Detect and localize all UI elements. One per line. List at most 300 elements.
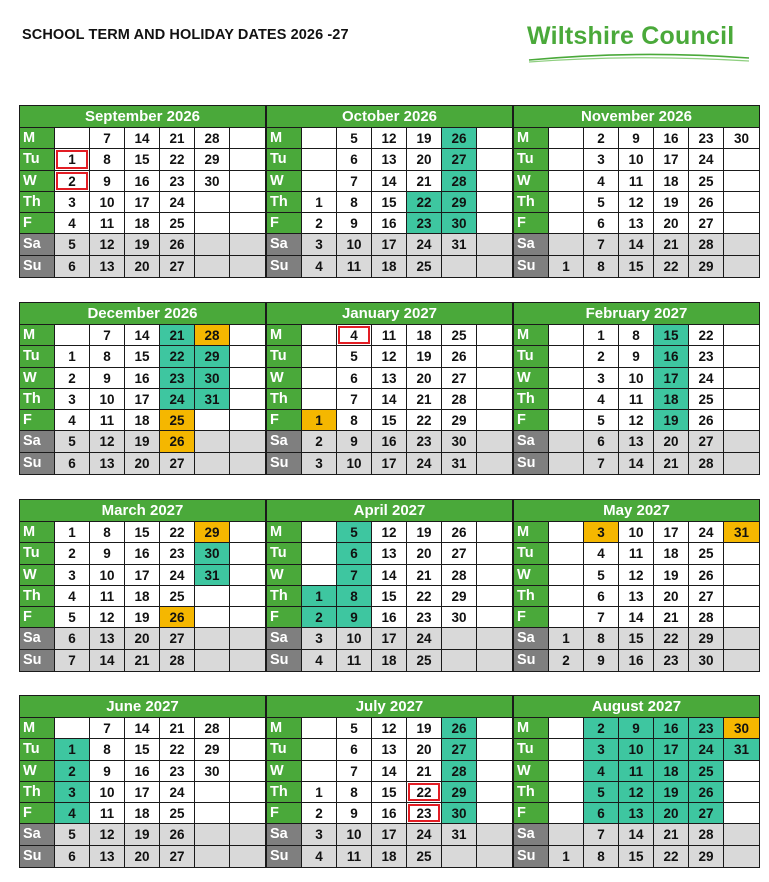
date-cell: 27 xyxy=(442,739,477,760)
month-title: December 2026 xyxy=(20,303,265,325)
empty-cell xyxy=(549,213,584,234)
date-cell: 28 xyxy=(689,234,724,255)
date-cell: 12 xyxy=(619,192,654,213)
date-cell: 7 xyxy=(337,565,372,586)
empty-cell xyxy=(230,234,265,255)
day-label: F xyxy=(514,410,549,431)
week-day-row xyxy=(514,718,759,739)
month-block xyxy=(513,302,760,475)
empty-cell xyxy=(442,846,477,867)
date-cell: 3 xyxy=(302,453,337,474)
day-label: Th xyxy=(20,389,55,410)
date-cell: 27 xyxy=(442,543,477,564)
date-cell: 31 xyxy=(442,824,477,845)
date-cell: 13 xyxy=(619,431,654,452)
empty-cell xyxy=(477,192,512,213)
month-block xyxy=(19,695,266,868)
date-cell: 15 xyxy=(125,149,160,170)
date-cell: 12 xyxy=(619,410,654,431)
date-cell: 11 xyxy=(90,213,125,234)
empty-cell xyxy=(230,410,265,431)
empty-cell xyxy=(549,739,584,760)
week-day-row xyxy=(20,628,265,649)
week-day-row xyxy=(514,824,759,845)
empty-cell xyxy=(195,650,230,671)
week-day-row xyxy=(267,256,512,277)
date-cell: 9 xyxy=(584,650,619,671)
empty-cell xyxy=(477,368,512,389)
day-label: F xyxy=(20,803,55,824)
date-cell: 15 xyxy=(125,739,160,760)
week-day-row xyxy=(514,171,759,192)
week-day-row xyxy=(267,846,512,867)
day-label: W xyxy=(267,368,302,389)
date-cell: 25 xyxy=(689,543,724,564)
empty-cell xyxy=(230,149,265,170)
empty-cell xyxy=(302,149,337,170)
date-cell: 16 xyxy=(654,128,689,149)
date-cell: 27 xyxy=(160,846,195,867)
date-cell: 11 xyxy=(337,256,372,277)
date-cell: 24 xyxy=(160,565,195,586)
date-cell: 11 xyxy=(90,803,125,824)
date-cell: 2 xyxy=(549,650,584,671)
week-day-row xyxy=(20,149,265,170)
date-cell: 14 xyxy=(372,389,407,410)
empty-cell xyxy=(230,718,265,739)
day-label: Tu xyxy=(514,346,549,367)
date-cell: 3 xyxy=(302,628,337,649)
empty-cell xyxy=(230,628,265,649)
empty-cell xyxy=(477,628,512,649)
date-cell: 30 xyxy=(195,368,230,389)
empty-cell xyxy=(477,824,512,845)
date-cell: 31 xyxy=(724,522,759,543)
date-cell: 6 xyxy=(584,431,619,452)
empty-cell xyxy=(549,718,584,739)
date-cell: 17 xyxy=(125,565,160,586)
date-cell: 27 xyxy=(442,368,477,389)
date-cell: 13 xyxy=(619,213,654,234)
week-day-row xyxy=(514,325,759,346)
empty-cell xyxy=(724,782,759,803)
date-cell: 3 xyxy=(584,739,619,760)
date-cell: 19 xyxy=(654,782,689,803)
empty-cell xyxy=(724,389,759,410)
date-cell: 20 xyxy=(125,846,160,867)
date-cell: 21 xyxy=(407,761,442,782)
date-cell: 9 xyxy=(337,431,372,452)
date-cell: 5 xyxy=(55,824,90,845)
date-cell: 3 xyxy=(55,565,90,586)
date-cell: 7 xyxy=(90,128,125,149)
date-cell: 29 xyxy=(195,149,230,170)
month-title: November 2026 xyxy=(514,106,759,128)
week-day-row xyxy=(267,389,512,410)
empty-cell xyxy=(477,718,512,739)
date-cell: 25 xyxy=(689,171,724,192)
day-label: M xyxy=(20,718,55,739)
empty-cell xyxy=(477,389,512,410)
week-day-row xyxy=(20,410,265,431)
week-day-row xyxy=(267,149,512,170)
date-cell: 23 xyxy=(160,543,195,564)
date-cell: 11 xyxy=(372,325,407,346)
empty-cell xyxy=(442,650,477,671)
empty-cell xyxy=(477,453,512,474)
empty-cell xyxy=(230,803,265,824)
week-day-row xyxy=(514,346,759,367)
date-cell: 27 xyxy=(689,431,724,452)
day-label: W xyxy=(267,565,302,586)
empty-cell xyxy=(302,718,337,739)
date-cell: 31 xyxy=(442,453,477,474)
empty-cell xyxy=(477,256,512,277)
week-day-row xyxy=(267,782,512,803)
empty-cell xyxy=(549,410,584,431)
date-cell: 16 xyxy=(125,761,160,782)
empty-cell xyxy=(195,256,230,277)
empty-cell xyxy=(55,718,90,739)
date-cell: 23 xyxy=(689,346,724,367)
month-title: April 2027 xyxy=(267,500,512,522)
date-cell: 10 xyxy=(90,192,125,213)
week-day-row xyxy=(514,628,759,649)
week-day-row xyxy=(267,761,512,782)
empty-cell xyxy=(549,431,584,452)
date-cell: 28 xyxy=(689,453,724,474)
date-cell: 18 xyxy=(125,586,160,607)
date-cell: 13 xyxy=(372,368,407,389)
month-block xyxy=(266,105,513,278)
week-day-row xyxy=(267,628,512,649)
day-label: Sa xyxy=(20,824,55,845)
day-label: M xyxy=(267,325,302,346)
date-cell: 16 xyxy=(372,607,407,628)
date-cell: 3 xyxy=(584,368,619,389)
day-label: Tu xyxy=(267,346,302,367)
date-cell: 21 xyxy=(654,453,689,474)
date-cell: 17 xyxy=(654,368,689,389)
month-title: June 2027 xyxy=(20,696,265,718)
day-label: W xyxy=(514,565,549,586)
day-label: Th xyxy=(267,192,302,213)
date-cell: 22 xyxy=(160,739,195,760)
empty-cell xyxy=(302,739,337,760)
date-cell: 17 xyxy=(125,389,160,410)
date-cell: 21 xyxy=(654,824,689,845)
week-day-row xyxy=(20,739,265,760)
date-cell: 15 xyxy=(125,346,160,367)
week-day-row xyxy=(20,522,265,543)
empty-cell xyxy=(477,607,512,628)
date-cell: 12 xyxy=(372,128,407,149)
date-cell: 2 xyxy=(302,803,337,824)
empty-cell xyxy=(230,453,265,474)
date-cell: 1 xyxy=(549,628,584,649)
week-day-row xyxy=(20,761,265,782)
date-cell: 11 xyxy=(619,543,654,564)
date-cell: 8 xyxy=(584,628,619,649)
week-day-row xyxy=(20,803,265,824)
day-label: M xyxy=(514,128,549,149)
date-cell: 20 xyxy=(407,149,442,170)
date-cell: 14 xyxy=(372,565,407,586)
month-title: February 2027 xyxy=(514,303,759,325)
date-cell: 10 xyxy=(619,522,654,543)
day-label: W xyxy=(20,565,55,586)
date-cell: 29 xyxy=(442,192,477,213)
week-day-row xyxy=(267,346,512,367)
date-cell: 5 xyxy=(337,522,372,543)
empty-cell xyxy=(442,628,477,649)
date-cell: 25 xyxy=(407,846,442,867)
date-cell: 5 xyxy=(584,192,619,213)
date-cell: 8 xyxy=(337,410,372,431)
empty-cell xyxy=(477,846,512,867)
date-cell: 6 xyxy=(337,368,372,389)
date-cell: 9 xyxy=(337,607,372,628)
date-cell: 20 xyxy=(654,213,689,234)
date-cell: 23 xyxy=(407,803,442,824)
empty-cell xyxy=(724,628,759,649)
date-cell: 6 xyxy=(584,586,619,607)
date-cell: 1 xyxy=(302,192,337,213)
day-label: F xyxy=(267,410,302,431)
date-cell: 9 xyxy=(619,718,654,739)
date-cell: 10 xyxy=(337,628,372,649)
date-cell: 9 xyxy=(337,803,372,824)
date-cell: 28 xyxy=(442,761,477,782)
day-label: Su xyxy=(20,256,55,277)
date-cell: 22 xyxy=(160,522,195,543)
date-cell: 29 xyxy=(442,782,477,803)
month-block xyxy=(513,499,760,672)
date-cell: 19 xyxy=(125,234,160,255)
date-cell: 6 xyxy=(55,628,90,649)
date-cell: 28 xyxy=(195,325,230,346)
day-label: Sa xyxy=(514,431,549,452)
date-cell: 7 xyxy=(584,234,619,255)
empty-cell xyxy=(477,739,512,760)
day-label: F xyxy=(267,803,302,824)
date-cell: 2 xyxy=(584,346,619,367)
date-cell: 6 xyxy=(55,453,90,474)
date-cell: 18 xyxy=(372,256,407,277)
date-cell: 23 xyxy=(160,761,195,782)
date-cell: 11 xyxy=(337,650,372,671)
date-cell: 26 xyxy=(689,410,724,431)
week-day-row xyxy=(267,192,512,213)
empty-cell xyxy=(230,824,265,845)
date-cell: 20 xyxy=(654,586,689,607)
empty-cell xyxy=(724,325,759,346)
empty-cell xyxy=(724,761,759,782)
date-cell: 18 xyxy=(125,803,160,824)
day-label: Tu xyxy=(267,739,302,760)
empty-cell xyxy=(302,368,337,389)
empty-cell xyxy=(195,410,230,431)
date-cell: 12 xyxy=(90,607,125,628)
date-cell: 6 xyxy=(337,739,372,760)
date-cell: 11 xyxy=(90,410,125,431)
day-label: Sa xyxy=(20,234,55,255)
date-cell: 30 xyxy=(195,543,230,564)
date-cell: 27 xyxy=(689,586,724,607)
empty-cell xyxy=(549,761,584,782)
date-cell: 26 xyxy=(689,192,724,213)
week-day-row xyxy=(514,761,759,782)
day-label: Su xyxy=(20,650,55,671)
date-cell: 14 xyxy=(372,171,407,192)
date-cell: 1 xyxy=(549,256,584,277)
week-day-row xyxy=(267,543,512,564)
day-label: Tu xyxy=(20,346,55,367)
day-label: Su xyxy=(514,846,549,867)
date-cell: 12 xyxy=(619,565,654,586)
empty-cell xyxy=(724,346,759,367)
week-day-row xyxy=(514,431,759,452)
date-cell: 1 xyxy=(55,739,90,760)
date-cell: 13 xyxy=(90,453,125,474)
date-cell: 13 xyxy=(372,543,407,564)
empty-cell xyxy=(230,650,265,671)
week-day-row xyxy=(267,565,512,586)
date-cell: 19 xyxy=(125,607,160,628)
date-cell: 18 xyxy=(125,213,160,234)
date-cell: 17 xyxy=(372,453,407,474)
date-cell: 15 xyxy=(619,628,654,649)
empty-cell xyxy=(230,325,265,346)
date-cell: 10 xyxy=(337,234,372,255)
empty-cell xyxy=(549,586,584,607)
date-cell: 15 xyxy=(372,586,407,607)
date-cell: 28 xyxy=(195,718,230,739)
day-label: F xyxy=(514,803,549,824)
date-cell: 3 xyxy=(302,234,337,255)
date-cell: 21 xyxy=(407,389,442,410)
date-cell: 24 xyxy=(160,389,195,410)
date-cell: 20 xyxy=(407,543,442,564)
date-cell: 12 xyxy=(90,824,125,845)
date-cell: 25 xyxy=(160,410,195,431)
date-cell: 12 xyxy=(619,782,654,803)
date-cell: 5 xyxy=(337,346,372,367)
date-cell: 14 xyxy=(125,718,160,739)
empty-cell xyxy=(302,522,337,543)
date-cell: 12 xyxy=(372,346,407,367)
date-cell: 11 xyxy=(619,389,654,410)
date-cell: 19 xyxy=(654,192,689,213)
date-cell: 19 xyxy=(654,565,689,586)
date-cell: 24 xyxy=(160,192,195,213)
date-cell: 2 xyxy=(584,718,619,739)
day-label: Su xyxy=(267,453,302,474)
day-label: Su xyxy=(267,846,302,867)
empty-cell xyxy=(724,607,759,628)
day-label: M xyxy=(267,718,302,739)
date-cell: 3 xyxy=(302,824,337,845)
date-cell: 13 xyxy=(619,803,654,824)
week-day-row xyxy=(267,586,512,607)
date-cell: 7 xyxy=(584,824,619,845)
date-cell: 8 xyxy=(90,522,125,543)
date-cell: 24 xyxy=(689,149,724,170)
empty-cell xyxy=(724,565,759,586)
date-cell: 20 xyxy=(654,803,689,824)
date-cell: 2 xyxy=(302,607,337,628)
date-cell: 24 xyxy=(160,782,195,803)
date-cell: 9 xyxy=(90,171,125,192)
date-cell: 18 xyxy=(125,410,160,431)
week-day-row xyxy=(267,410,512,431)
empty-cell xyxy=(549,171,584,192)
day-label: Tu xyxy=(514,149,549,170)
empty-cell xyxy=(230,431,265,452)
month-title: September 2026 xyxy=(20,106,265,128)
date-cell: 14 xyxy=(372,761,407,782)
week-day-row xyxy=(267,234,512,255)
date-cell: 18 xyxy=(654,543,689,564)
week-day-row xyxy=(267,718,512,739)
empty-cell xyxy=(195,586,230,607)
date-cell: 14 xyxy=(619,824,654,845)
date-cell: 7 xyxy=(90,718,125,739)
day-label: Tu xyxy=(267,149,302,170)
empty-cell xyxy=(477,522,512,543)
date-cell: 25 xyxy=(160,213,195,234)
date-cell: 13 xyxy=(619,586,654,607)
date-cell: 15 xyxy=(372,782,407,803)
empty-cell xyxy=(302,389,337,410)
empty-cell xyxy=(724,192,759,213)
date-cell: 5 xyxy=(55,431,90,452)
date-cell: 13 xyxy=(372,149,407,170)
date-cell: 12 xyxy=(90,431,125,452)
empty-cell xyxy=(477,565,512,586)
empty-cell xyxy=(230,368,265,389)
empty-cell xyxy=(230,565,265,586)
day-label: M xyxy=(267,522,302,543)
date-cell: 2 xyxy=(302,213,337,234)
date-cell: 4 xyxy=(55,803,90,824)
empty-cell xyxy=(724,824,759,845)
date-cell: 26 xyxy=(160,234,195,255)
date-cell: 16 xyxy=(654,718,689,739)
empty-cell xyxy=(724,431,759,452)
empty-cell xyxy=(442,256,477,277)
week-day-row xyxy=(267,171,512,192)
date-cell: 30 xyxy=(442,431,477,452)
day-label: W xyxy=(267,171,302,192)
date-cell: 12 xyxy=(372,718,407,739)
month-block xyxy=(513,105,760,278)
date-cell: 14 xyxy=(125,128,160,149)
empty-cell xyxy=(477,410,512,431)
date-cell: 30 xyxy=(442,803,477,824)
logo-text: Wiltshire Council xyxy=(527,22,735,50)
day-label: Th xyxy=(20,586,55,607)
day-label: Su xyxy=(20,453,55,474)
date-cell: 4 xyxy=(584,543,619,564)
date-cell: 17 xyxy=(125,782,160,803)
date-cell: 21 xyxy=(160,128,195,149)
date-cell: 28 xyxy=(689,607,724,628)
empty-cell xyxy=(549,149,584,170)
day-label: Th xyxy=(267,782,302,803)
date-cell: 22 xyxy=(654,846,689,867)
day-label: Su xyxy=(514,650,549,671)
